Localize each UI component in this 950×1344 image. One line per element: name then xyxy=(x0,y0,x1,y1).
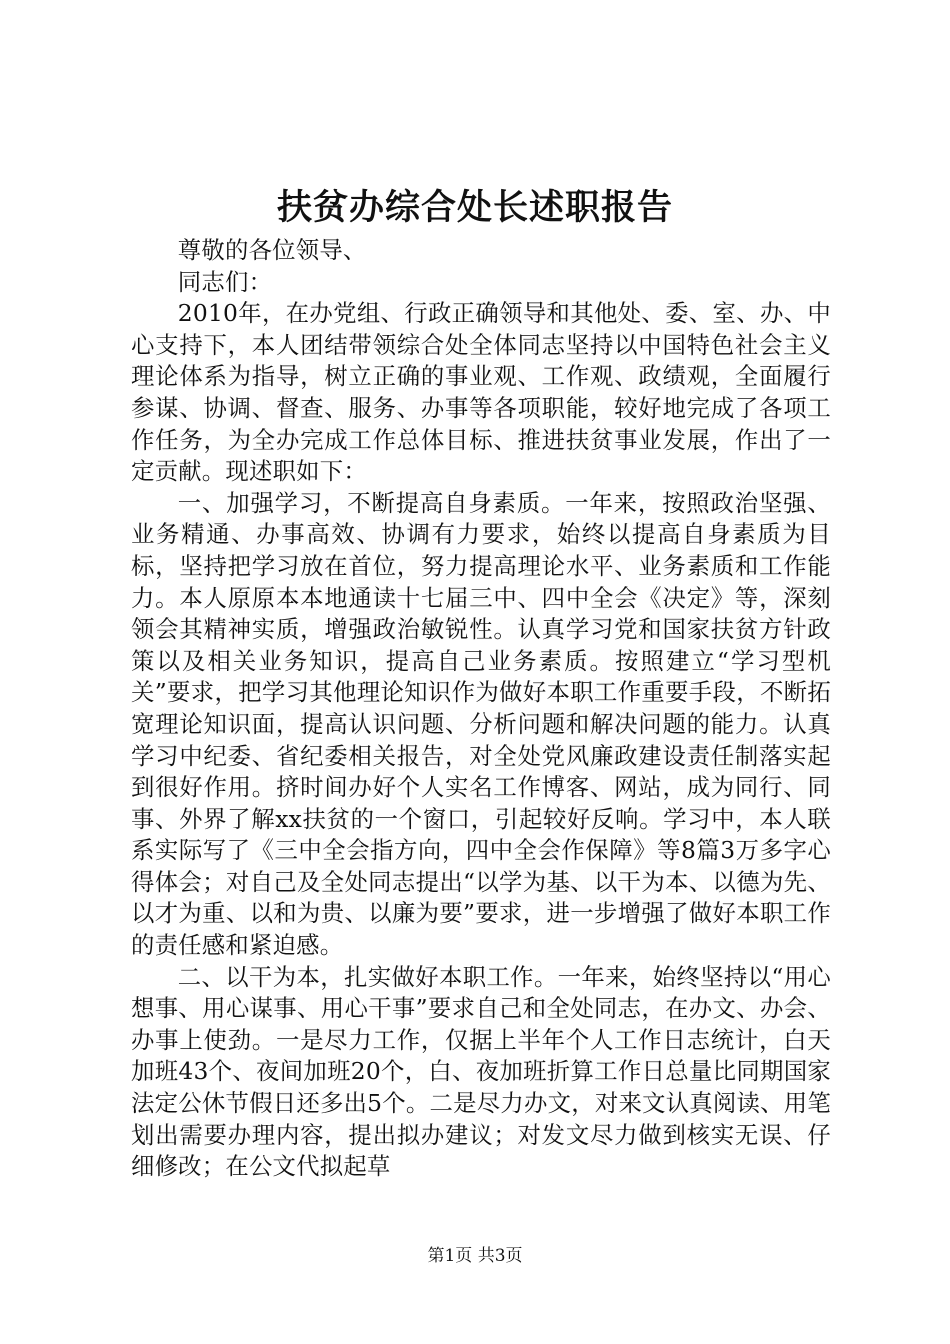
body-paragraph-intro: 2010年，在办党组、行政正确领导和其他处、委、室、办、中心支持下，本人团结带领综合处全体同志坚持以中国特色社会主义理论体系为指导，树立正确的事业观、工作观、政绩观，全面履行参谋、协调、督查、服务、办事等各项职能，较好地完成了各项工作任务，为全办完成工作总体目标、推进扶贫事业发展，作出了一定贡献。现述职如下： xyxy=(131,299,831,486)
page-footer: 第1页 共3页 xyxy=(427,1246,523,1266)
salutation-line-1: 尊敬的各位领导、 xyxy=(177,236,367,264)
salutation-line-2: 同志们： xyxy=(177,267,273,296)
body-paragraph-study: 一、加强学习，不断提高自身素质。一年来，按照政治坚强、业务精通、办事高效、协调有力要求，始终以提高自身素质为目标，坚持把学习放在首位，努力提高理论水平、业务素质和工作能力。本人原原本本地通读十七届三中、四中全会《决定》等，深刻领会其精神实质，增强政治敏锐性。认真学习党和国家扶贫方针政策以及相关业务知识，提高自己业务素质。按照建立“学习型机关”要求，把学习其他理论知识作为做好本职工作重要手段，不断拓宽理论知识面，提高认识问题、分析问题和解决问题的能力。认真学习中纪委、省纪委相关报告，对全处党风廉政建设责任制落实起到很好作用。挤时间办好个人实名工作博客、网站，成为同行、同事、外界了解xx扶贫的一个窗口，引起较好反响。学习中，本人联系实际写了《三中全会指方向，四中全会作保障》等8篇3万多字心得体会；对自己及全处同志提出“以学为基、以干为本、以德为先、以才为重、以和为贵、以廉为要”要求，进一步增强了做好本职工作的责任感和紧迫感。 xyxy=(131,488,831,960)
document-body xyxy=(131,235,831,1183)
body-paragraph-work: 二、以干为本，扎实做好本职工作。一年来，始终坚持以“用心想事、用心谋事、用心干事”要求自己和全处同志，在办文、办会、办事上使劲。一是尽力工作，仅据上半年个人工作日志统计，白天加班43个、夜间加班20个，白、夜加班折算工作日总量比同期国家法定公休节假日还多出5个。二是尽力办文，对来文认真阅读、用笔划出需要办理内容，提出拟办建议；对发文尽力做到核实无误、仔细修改；在公文代拟起草 xyxy=(131,962,831,1181)
document-title: 扶贫办综合处长述职报告 xyxy=(276,187,673,228)
